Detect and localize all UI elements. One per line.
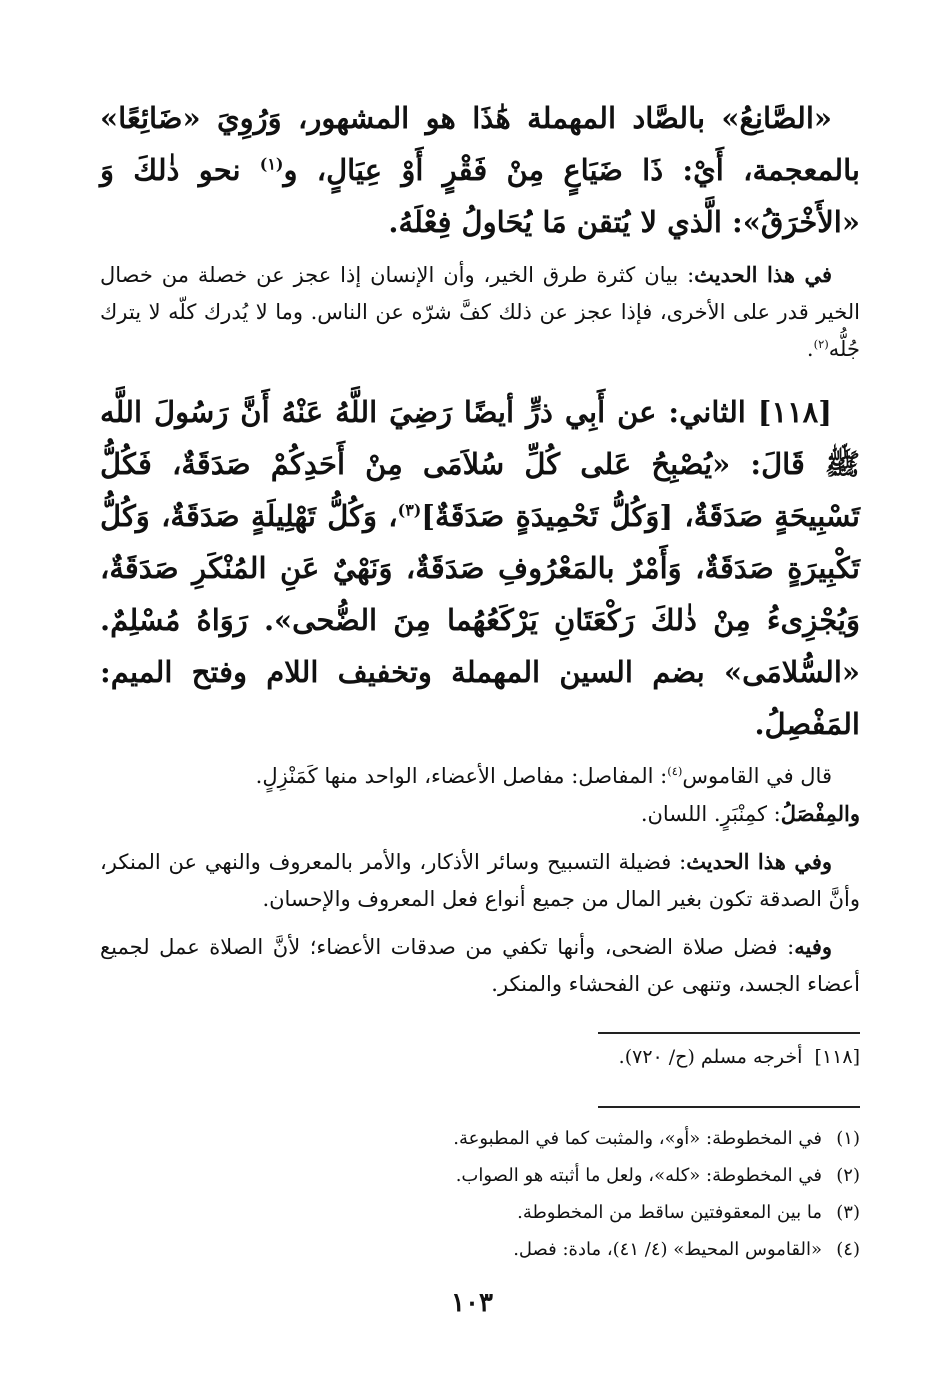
- footnotes: [453, 1120, 860, 1268]
- lead-phrase: والمِفْصَلُ: [780, 801, 860, 826]
- page-body: [100, 92, 860, 1013]
- paragraph-text: قال في القاموس: [682, 764, 832, 788]
- footnote-ref-1[interactable]: (١): [259, 154, 284, 174]
- footnote-4: [453, 1231, 860, 1268]
- paragraph-hadith-118: [100, 386, 860, 750]
- paragraph-text: «الصَّانِعُ» بالصَّاد المهملة هَٰذَا هو المشهور، وَرُوِيَ «ضَائِعًا» بالمعجمة، أَيْ: ذَا ضَيَاعٍ مِنْ فَقْرٍ أَوْ عِيَالٍ، و: [100, 101, 861, 187]
- footnote-1: [453, 1120, 860, 1157]
- takhrij-note: [619, 1046, 860, 1068]
- paragraph-text: : بيان كثرة طرق الخير، وأن الإنسان إذا عجز عن خصلة من خصال الخير قدر على الأخرى، فإذا عجز عن ذلك كفَّ شرّه عن الناس. وما لا يُدرك كلّه لا يترك جُلُّه: [100, 263, 860, 361]
- paragraph-text: ، وَكُلُّ تَهْلِيلَةٍ صَدَقَةٌ، وَكُلُّ تَكْبِيرَةٍ صَدَقَةٌ، وَأَمْرٌ بالمَعْرُوفِ صَدَقَةٌ، وَنَهْيٌ عَنِ المُنْكَرِ صَدَقَةٌ، وَيُجْزِىءُ مِنْ ذٰلكَ رَكْعَتَانِ يَرْكَعُهُما مِنَ الضُّحى». رَوَاهُ مُسْلِمٌ. «السُّلامَى» بضم السين المهملة وتخفيف اللام وفتح الميم: المَفْصِلُ.: [100, 499, 860, 741]
- takhrij-ref: [١١٨]: [814, 1046, 860, 1068]
- page-number: ١٠٣: [451, 1288, 493, 1318]
- takhrij-divider: [598, 1032, 860, 1034]
- takhrij-text: أخرجه مسلم (ح/ ٧٢٠).: [618, 1046, 803, 1068]
- footnote-2: [453, 1157, 860, 1194]
- footnote-number: (٤): [836, 1239, 860, 1260]
- paragraph-text: : المفاصل: مفاصل الأعضاء، الواحد منها كَمَنْزِلٍ.: [255, 764, 668, 788]
- lead-phrase: في هذا الحديث: [694, 262, 832, 287]
- paragraph-text: : فضيلة التسبيح وسائر الأذكار، والأمر بالمعروف والنهي عن المنكر، وأنَّ الصدقة تكون بغير المال من جميع أنواع فعل المعروف والإحسان.: [100, 850, 860, 911]
- footnote-ref-3[interactable]: (٣): [397, 500, 422, 520]
- paragraph-qamus: [100, 758, 860, 833]
- paragraph-hadith-benefit-2: [100, 843, 860, 918]
- footnote-number: (١): [836, 1128, 860, 1149]
- paragraph-text: .: [806, 337, 814, 361]
- paragraph-text: : فضل صلاة الضحى، وأنها تكفي من صدقات الأعضاء؛ لأنَّ الصلاة عمل لجميع أعضاء الجسد، وتنهى عن الفحشاء والمنكر.: [100, 935, 860, 996]
- footnote-number: (٢): [836, 1165, 860, 1186]
- paragraph-hadith-benefit-1: [100, 256, 860, 368]
- paragraph-sanie: [100, 92, 860, 248]
- footnotes-divider: [598, 1106, 860, 1108]
- footnote-ref-4[interactable]: (٤): [667, 764, 683, 778]
- footnote-ref-2[interactable]: (٢): [813, 337, 829, 351]
- footnote-3: [453, 1194, 860, 1231]
- footnote-number: (٣): [836, 1202, 860, 1223]
- paragraph-text: : كمِنْبَرٍ. اللسان.: [640, 802, 781, 826]
- lead-phrase: وفي هذا الحديث: [686, 849, 833, 874]
- footnote-text: «القاموس المحيط» (٤/ ٤١)، مادة: فصل.: [513, 1239, 822, 1260]
- footnote-text: ما بين المعقوفتين ساقط من المخطوطة.: [517, 1202, 822, 1223]
- footnote-text: في المخطوطة: «أو»، والمثبت كما في المطبوعة.: [453, 1128, 822, 1149]
- paragraph-text: نحو ذٰلكَ وَ «الأَخْرَقُ»: الَّذي لا يُتقن مَا يُحَاولُ فِعْلَهُ.: [100, 153, 860, 239]
- lead-phrase: وفيه: [794, 934, 832, 959]
- footnote-text: في المخطوطة: «كله»، ولعل ما أثبته هو الصواب.: [455, 1165, 822, 1186]
- paragraph-text: [١١٨] الثاني: عن أَبِي ذرٍّ أيضًا رَضِيَ اللَّهُ عَنْهُ أَنَّ رَسُولَ اللَّه ﷺ قَالَ: «يُصْبِحُ عَلى كُلِّ سُلاَمَى مِنْ أَحَدِكُمْ صَدَقَةٌ، فَكُلُّ تَسْبِيحَةٍ صَدَقَةٌ، [وَكُلُّ تَحْمِيدَةٍ صَدَقَةٌ]: [100, 395, 860, 533]
- paragraph-hadith-benefit-3: [100, 928, 860, 1003]
